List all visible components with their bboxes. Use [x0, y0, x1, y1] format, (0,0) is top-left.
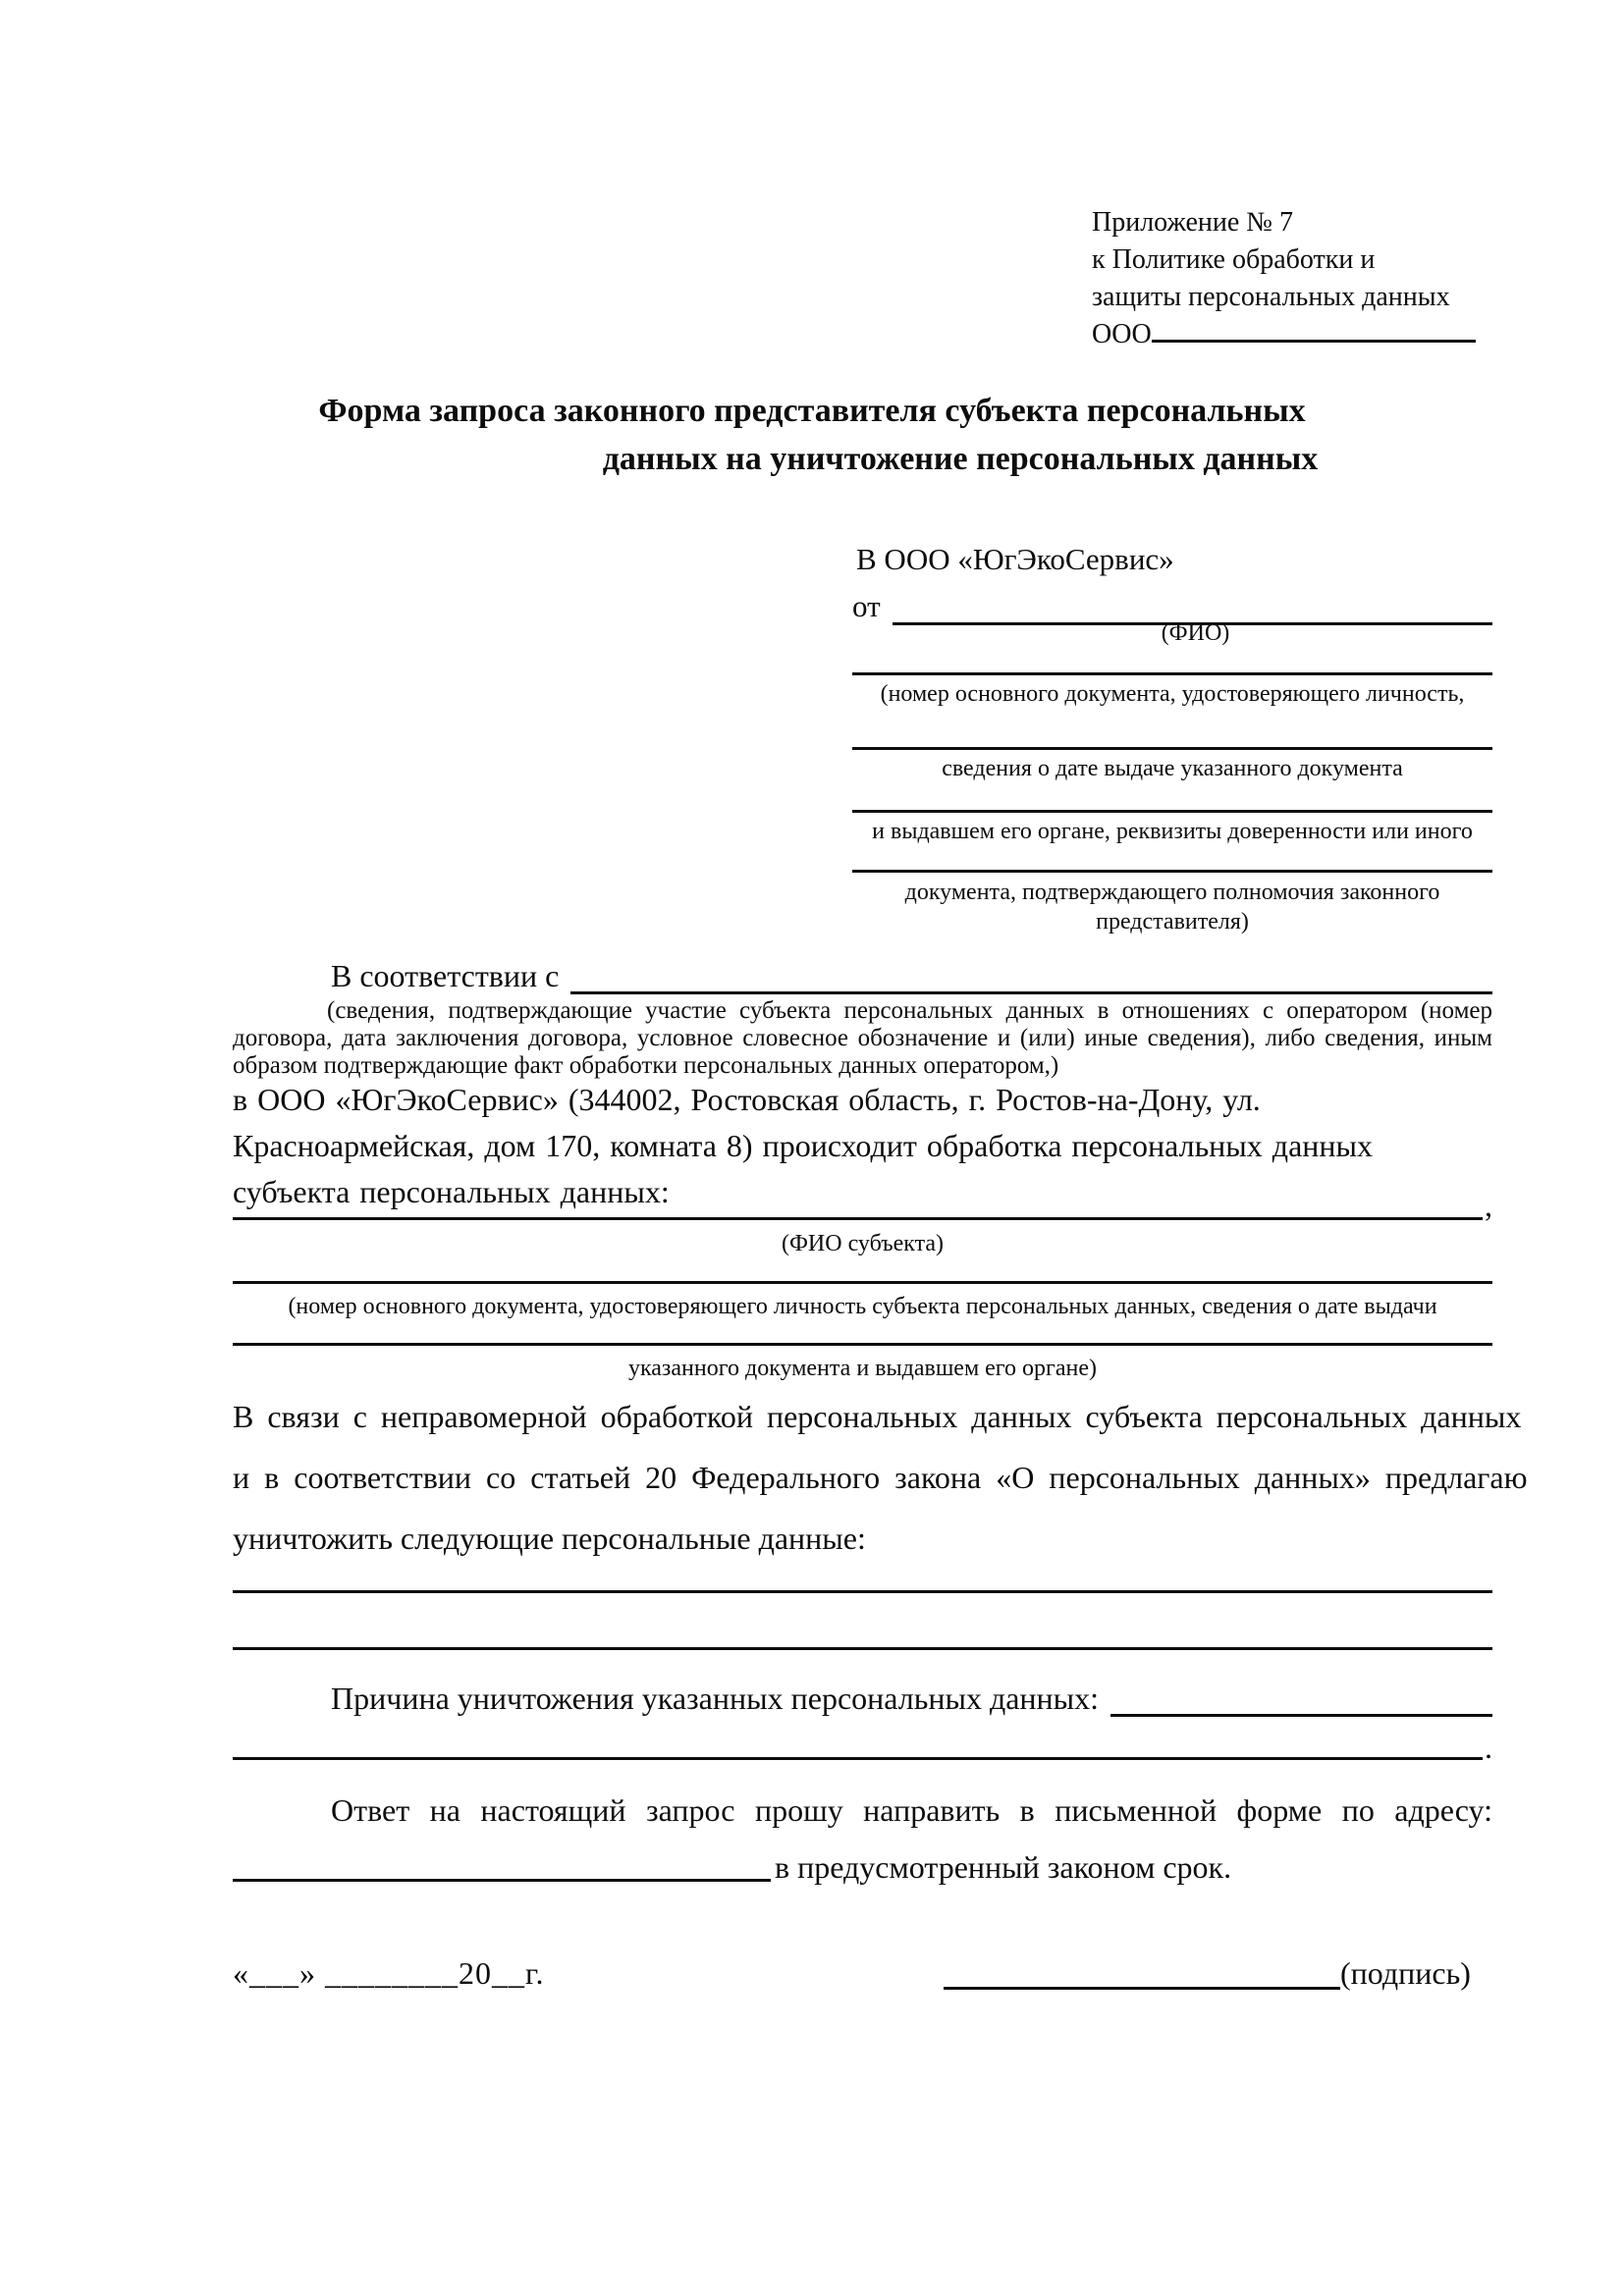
ooo-label: ООО [1092, 319, 1152, 349]
operator-line-1: в ООО «ЮгЭкоСервис» (344002, Ростовская область, г. Ростов-на-Дону, ул. [233, 1082, 1261, 1117]
accordance-blank-line [570, 958, 1492, 994]
appendix-line-4 [1092, 316, 1514, 353]
appendix-line-2: к Политике обработки и [1092, 244, 1376, 275]
answer-paragraph: Ответ на настоящий запрос прошу направить в письменной форме по адресу: [331, 1792, 1492, 1828]
subject-doc-blank-line-2 [233, 1320, 1492, 1346]
reason-row [233, 1681, 1492, 1717]
representative-doc-caption-3: и выдавшем его органе, реквизиты доверенности или иного [872, 819, 1473, 844]
ooo-blank-line [1152, 316, 1476, 343]
from-label: от [852, 589, 881, 623]
subject-doc-caption-1: (номер основного документа, удостоверяющего личность субъекта персональных данных, сведения о дате выдачи [288, 1294, 1437, 1319]
data-to-destroy-blank-line-1 [233, 1568, 1492, 1593]
answer-suffix: в предусмотренный законом срок. [775, 1849, 1232, 1885]
representative-doc-caption-1: (номер основного документа, удостоверяющего личность, [880, 681, 1465, 707]
form-title-line-2: данных на уничтожение персональных данных [602, 441, 1319, 477]
reason-continuation-row [233, 1730, 1492, 1766]
representative-doc-blank-line-2 [852, 724, 1492, 750]
reason-blank-line-1 [1110, 1681, 1492, 1717]
processing-note: (сведения, подтверждающие участие субъекта персональных данных в отношениях с оператором (номер договора, дата заключения договора, условное словесное обозначение и (или) иные сведения), либо сведения, иным образом подтверждающие факт обработки персональных данных оператором,) [233, 997, 1492, 1079]
recipient-organization: В ООО «ЮгЭкоСервис» [856, 542, 1174, 576]
appendix-block [1092, 204, 1514, 353]
form-title-line-1: Форма запроса законного представителя субъекта персональных [318, 393, 1306, 429]
representative-doc-caption-4: документа, подтверждающего полномочия законного представителя) [904, 880, 1440, 934]
request-line-1: В связи с неправомерной обработкой персональных данных субъекта персональных данных [233, 1399, 1522, 1434]
subject-fio-row [233, 1188, 1492, 1224]
appendix-line-3: защиты персональных данных [1092, 282, 1450, 312]
signature-caption: (подпись) [1340, 1955, 1471, 1991]
form-title [0, 387, 1624, 483]
request-line-3: уничтожить следующие персональные данные: [233, 1521, 866, 1556]
signature-row [944, 1955, 1471, 1992]
subject-fio-caption: (ФИО субъекта) [781, 1231, 945, 1256]
accordance-row [233, 958, 1492, 994]
representative-doc-blank-line-3 [852, 787, 1492, 813]
subject-doc-caption-2: указанного документа и выдавшем его органе) [627, 1356, 1098, 1381]
appendix-line-1: Приложение № 7 [1092, 207, 1293, 238]
reason-label: Причина уничтожения указанных персональных данных: [331, 1681, 1100, 1716]
representative-doc-caption-2: сведения о дате выдаче указанного документа [942, 756, 1403, 781]
request-line-2: и в соответствии со статьей 20 Федерального закона «О персональных данных» предлагаю [233, 1460, 1528, 1495]
data-to-destroy-blank-line-2 [233, 1625, 1492, 1650]
subject-doc-blank-line-1 [233, 1258, 1492, 1284]
operator-line-2: Красноармейская, дом 170, комната 8) происходит обработка персональных данных [233, 1128, 1374, 1163]
answer-address-row [233, 1849, 1492, 1886]
trailing-period: . [1485, 1730, 1492, 1765]
subject-fio-blank-line [233, 1188, 1483, 1220]
address-blank-line [233, 1849, 771, 1882]
fio-caption: (ФИО) [1161, 620, 1230, 646]
signature-blank-line [944, 1955, 1340, 1990]
trailing-comma: , [1485, 1188, 1492, 1223]
reason-blank-line-2 [233, 1730, 1483, 1760]
date-blank: «___» ________20__г. [233, 1955, 545, 1991]
representative-doc-blank-line-4 [852, 847, 1492, 873]
accordance-label: В соответствии с [331, 958, 560, 993]
representative-doc-blank-line-1 [852, 650, 1492, 675]
operator-line-3: субъекта персональных данных: [233, 1174, 670, 1209]
request-paragraph [233, 1386, 1528, 1569]
